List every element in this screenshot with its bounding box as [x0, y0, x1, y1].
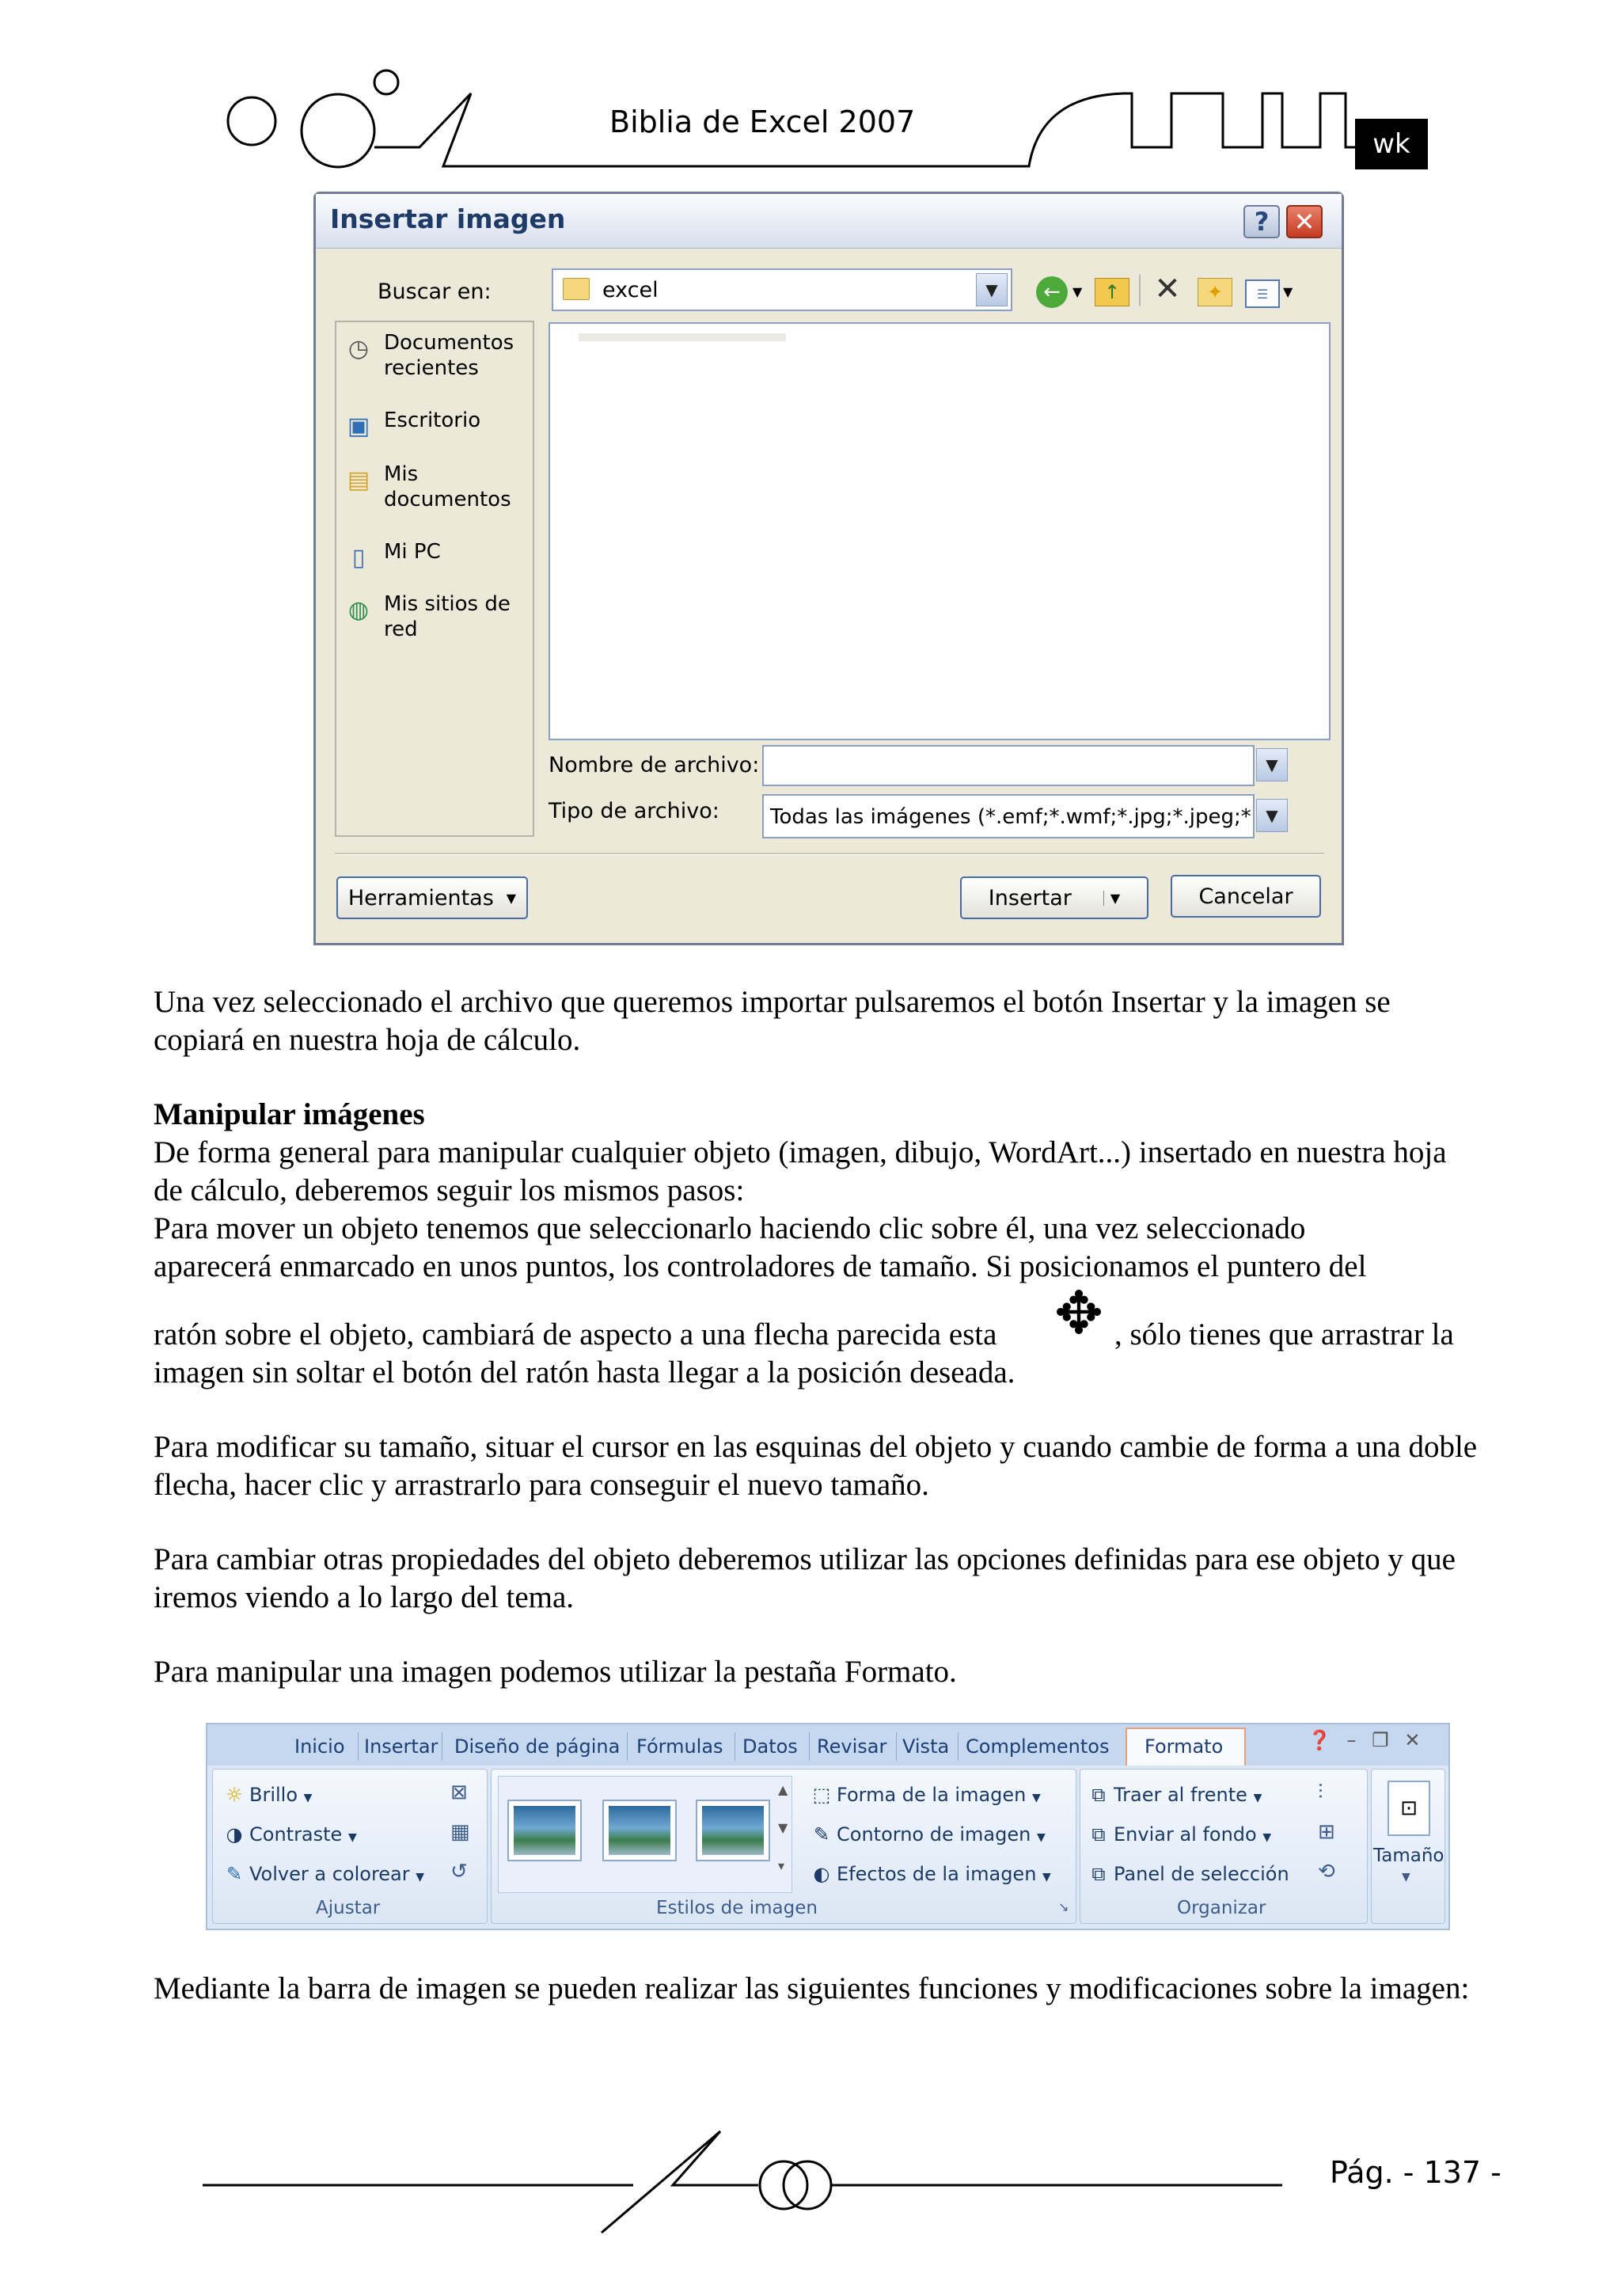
tab-separator [358, 1732, 359, 1761]
traer-frente-button[interactable] [1088, 1784, 1262, 1806]
paragraph-properties: Para cambiar otras propiedades del objeto deberemos utilizar las opciones definidas para ese objeto y que iremos viendo a lo largo del tema. [154, 1542, 1456, 1614]
reset-picture-icon[interactable]: ↺ [450, 1860, 468, 1884]
new-folder-icon[interactable]: ✦ [1198, 278, 1232, 306]
chevron-down-icon[interactable]: ▼ [1103, 891, 1120, 906]
recent-documents-icon: ◷ [347, 335, 370, 363]
insert-button[interactable] [960, 876, 1148, 919]
efectos-imagen-button[interactable] [811, 1863, 1051, 1885]
insert-button-label: Insertar [988, 885, 1072, 910]
up-folder-icon[interactable]: ↑ [1095, 278, 1129, 306]
minimize-icon[interactable]: – [1346, 1729, 1357, 1751]
close-icon[interactable]: ✕ [1404, 1729, 1421, 1751]
style-thumbnail[interactable] [507, 1800, 582, 1861]
enviar-fondo-label: Enviar al fondo [1114, 1823, 1257, 1846]
tab-separator [896, 1732, 897, 1761]
chevron-down-icon[interactable]: ▼ [976, 273, 1008, 306]
group-estilos-imagen [491, 1769, 1076, 1924]
desktop-icon: ▣ [347, 412, 370, 440]
close-button[interactable] [1286, 205, 1323, 238]
tamano-label: Tamaño [1373, 1846, 1444, 1866]
file-list[interactable] [549, 322, 1331, 740]
dialog-titlebar [316, 194, 1342, 249]
forma-imagen-label: Forma de la imagen [837, 1784, 1027, 1806]
views-dropdown-icon[interactable]: ▼ [1283, 284, 1293, 299]
shape-icon: ⬚ [812, 1784, 831, 1806]
help-icon: ? [1254, 207, 1270, 237]
lookin-value: excel [602, 278, 659, 302]
my-pc-icon: ▯ [351, 544, 366, 572]
align-icon[interactable]: ⫶ [1318, 1781, 1323, 1804]
forma-imagen-button[interactable] [811, 1784, 1041, 1806]
my-documents-icon: ▤ [347, 466, 370, 494]
tab-diseno-pagina[interactable]: Diseño de página [454, 1735, 621, 1758]
tab-separator [627, 1732, 628, 1761]
restore-icon[interactable]: ❐ [1372, 1729, 1389, 1751]
filetype-label: Tipo de archivo: [549, 799, 719, 823]
style-thumbnail[interactable] [602, 1800, 677, 1861]
style-thumbnail[interactable] [696, 1800, 770, 1861]
header-title: Biblia de Excel 2007 [609, 105, 916, 139]
filename-input[interactable] [762, 745, 1255, 786]
group-tamano[interactable] [1371, 1769, 1445, 1924]
tab-separator [958, 1732, 959, 1761]
group-ajustar [212, 1769, 488, 1924]
contorno-imagen-label: Contorno de imagen [837, 1823, 1031, 1846]
chevron-down-icon: ▼ [1262, 1831, 1272, 1844]
sun-icon: ☼ [226, 1784, 243, 1806]
tab-formato-label: Formato [1145, 1735, 1224, 1758]
paragraph-move-line-3a: ratón sobre el objeto, cambiará de aspecto a una flecha parecida esta [154, 1317, 997, 1351]
tab-vista[interactable]: Vista [902, 1735, 950, 1758]
paragraph-move-line-4: imagen sin soltar el botón del ratón hasta llegar a la posición deseada. [154, 1355, 1015, 1389]
tab-revisar[interactable]: Revisar [817, 1735, 887, 1758]
tools-button[interactable] [336, 876, 528, 919]
panel-seleccion-label: Panel de selección [1114, 1863, 1289, 1885]
chevron-down-icon: ▼ [1253, 1792, 1262, 1804]
folder-icon [563, 278, 590, 300]
volver-colorear-button[interactable] [224, 1863, 424, 1885]
group-ajustar-title: Ajustar [316, 1898, 381, 1918]
place-label: Escritorio [384, 409, 481, 432]
paragraph-move-line-2: aparecerá enmarcado en unos puntos, los controladores de tamaño. Si posicionamos el puntero del [154, 1249, 1367, 1283]
change-picture-icon[interactable]: ▦ [450, 1820, 470, 1844]
place-label: Mis sitios de red [384, 592, 511, 641]
selection-pane-icon: ⧉ [1091, 1863, 1106, 1885]
compress-icon[interactable]: ⊠ [450, 1781, 468, 1804]
place-label: Mis documentos [384, 462, 511, 511]
efectos-imagen-label: Efectos de la imagen [837, 1863, 1037, 1885]
gallery-up-icon[interactable]: ▲ [778, 1782, 788, 1797]
paragraph-move-line-1: Para mover un objeto tenemos que seleccionarlo haciendo clic sobre él, una vez seleccionado [154, 1211, 1306, 1245]
chevron-down-icon: ▼ [506, 890, 517, 906]
contrast-icon: ◑ [226, 1823, 243, 1846]
bring-front-icon: ⧉ [1091, 1784, 1106, 1806]
chevron-down-icon: ▼ [1042, 1871, 1051, 1884]
gallery-more-icon[interactable]: ▾ [778, 1858, 785, 1873]
chevron-down-icon: ▼ [416, 1871, 425, 1884]
cancel-button[interactable] [1171, 875, 1321, 918]
help-icon[interactable]: ❓ [1308, 1729, 1331, 1751]
chevron-down-icon[interactable]: ▼ [1256, 748, 1288, 781]
chevron-down-icon: ▼ [1402, 1871, 1410, 1884]
filename-label: Nombre de archivo: [549, 753, 760, 777]
tab-formulas[interactable]: Fórmulas [636, 1735, 723, 1758]
traer-frente-label: Traer al frente [1114, 1784, 1247, 1806]
help-button[interactable] [1243, 205, 1280, 238]
contraste-label: Contraste [249, 1823, 343, 1846]
enviar-fondo-button[interactable] [1088, 1823, 1271, 1846]
section-heading: Manipular imágenes [154, 1097, 425, 1131]
panel-seleccion-button[interactable] [1088, 1863, 1289, 1885]
back-icon[interactable]: ← [1036, 276, 1068, 308]
dialog-launcher-icon[interactable]: ↘ [1058, 1899, 1069, 1914]
paragraph-resize: Para modificar su tamaño, situar el cursor en las esquinas del objeto y cuando cambie de forma a una doble flecha, hacer clic y arrastrarlo para conseguir el nuevo tamaño. [154, 1430, 1478, 1502]
group-organizar [1080, 1769, 1368, 1924]
tab-inicio[interactable]: Inicio [294, 1735, 345, 1758]
delete-icon[interactable]: ✕ [1154, 271, 1181, 307]
lookin-combo[interactable] [552, 268, 1012, 311]
group-organizar-title: Organizar [1177, 1898, 1266, 1918]
pen-icon: ✎ [813, 1823, 830, 1846]
group-estilos-title: Estilos de imagen [656, 1898, 818, 1918]
brillo-button[interactable] [224, 1784, 312, 1806]
chevron-down-icon: ▼ [1032, 1792, 1041, 1804]
chevron-down-icon: ▼ [1036, 1831, 1046, 1844]
send-back-icon: ⧉ [1091, 1823, 1106, 1846]
tab-datos[interactable]: Datos [742, 1735, 798, 1758]
ribbon-window-controls[interactable] [1308, 1729, 1420, 1751]
group-objects-icon[interactable]: ⊞ [1318, 1820, 1335, 1844]
move-cursor-icon: ✥ [1053, 1279, 1103, 1348]
brillo-label: Brillo [249, 1784, 298, 1806]
tab-complementos[interactable]: Complementos [966, 1735, 1110, 1758]
place-label: Mi PC [384, 540, 441, 564]
dialog-title: Insertar imagen [330, 203, 566, 234]
paragraph-format-tab: Para manipular una imagen podemos utilizar la pestaña Formato. [154, 1655, 957, 1689]
tab-separator [809, 1732, 810, 1761]
chevron-down-icon: ▼ [303, 1792, 313, 1804]
place-label: Documentos recientes [384, 331, 514, 380]
tab-insertar[interactable]: Insertar [364, 1735, 438, 1758]
paragraph-move-line-3b: , sólo tienes que arrastrar la [1114, 1317, 1454, 1351]
lookin-label: Buscar en: [378, 279, 492, 304]
contraste-button[interactable] [224, 1823, 357, 1846]
chevron-down-icon: ▼ [347, 1831, 357, 1844]
rotate-icon[interactable]: ⟲ [1318, 1860, 1335, 1884]
size-icon: ⊡ [1388, 1781, 1430, 1836]
network-icon: ◍ [347, 596, 370, 624]
page-number: Pág. - 137 - [1330, 2155, 1501, 2190]
file-list-item-placeholder [579, 333, 786, 341]
toolbar-separator [1139, 275, 1141, 306]
effects-icon: ◐ [813, 1863, 830, 1885]
paragraph-insert-result: Una vez seleccionado el archivo que queremos importar pulsaremos el botón Insertar y la imagen se copiará en nuestra hoja de cálculo. [154, 985, 1391, 1057]
filetype-value: Todas las imágenes (*.emf;*.wmf;*.jpg;*.jpeg;* [770, 805, 1251, 829]
format-ribbon [206, 1723, 1450, 1930]
gallery-down-icon[interactable]: ▼ [778, 1820, 788, 1835]
places-bar [335, 321, 534, 837]
filetype-select[interactable] [762, 794, 1255, 838]
views-icon[interactable]: ☰ [1245, 279, 1280, 308]
tools-button-label: Herramientas [347, 885, 494, 910]
contorno-imagen-button[interactable] [811, 1823, 1046, 1846]
volver-colorear-label: Volver a colorear [249, 1863, 410, 1885]
paragraph-general: De forma general para manipular cualquier objeto (imagen, dibujo, WordArt...) insertado en nuestra hoja de cálculo, deberemos seguir los mismos pasos: [154, 1135, 1447, 1207]
paragraph-image-bar: Mediante la barra de imagen se pueden realizar las siguientes funciones y modificaciones sobre la imagen: [154, 1971, 1470, 2005]
recolor-icon: ✎ [226, 1863, 243, 1885]
insert-image-dialog [313, 192, 1344, 945]
chevron-down-icon[interactable]: ▼ [1256, 799, 1288, 832]
cancel-button-label: Cancelar [1198, 884, 1293, 909]
wk-badge: wk [1355, 119, 1428, 169]
dialog-divider [335, 853, 1324, 855]
close-icon: ✕ [1293, 207, 1315, 237]
back-dropdown-icon[interactable]: ▼ [1072, 284, 1083, 299]
